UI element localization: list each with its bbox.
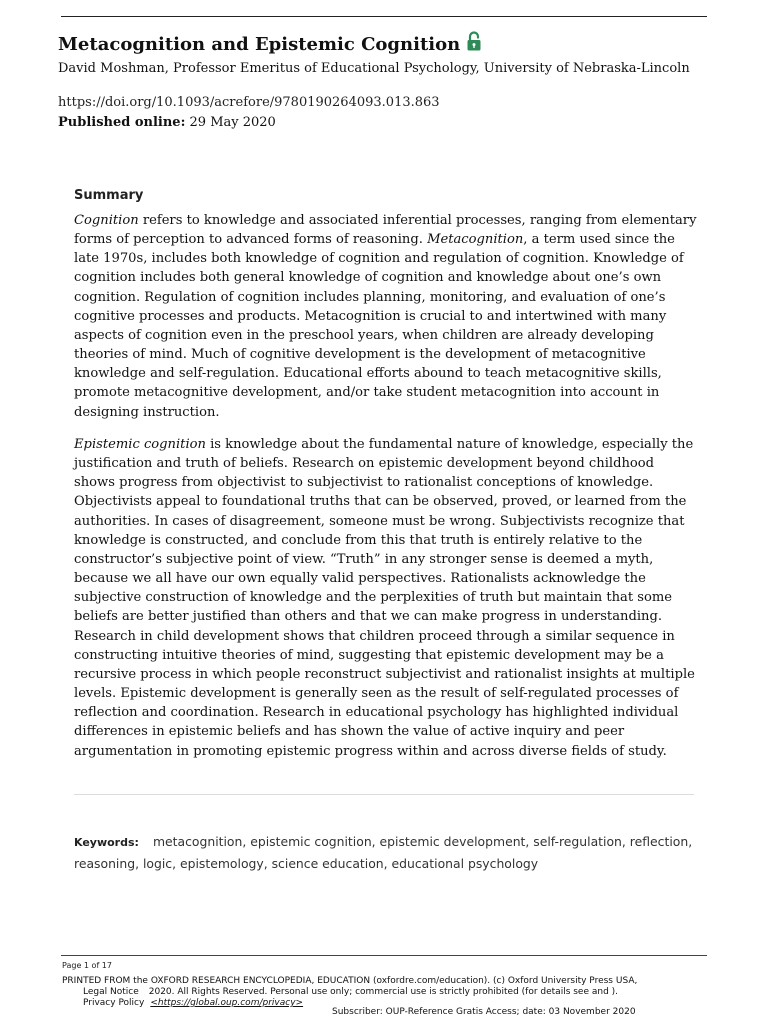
keywords-label: Keywords:	[74, 836, 139, 849]
printed-notice: PRINTED FROM the OXFORD RESEARCH ENCYCLOPEDIA, EDUCATION (oxfordre.com/education). (c) Oxford University Press USA,	[62, 976, 638, 986]
article-title: Metacognition and Epistemic Cognition	[58, 34, 461, 55]
doi-link[interactable]: https://doi.org/10.1093/acrefore/9780190264093.013.863	[58, 95, 440, 110]
summary-p1-text-b: , a term used since the late 1970s, includes both knowledge of cognition and regulation of cognition. Knowledge of cognition includes both general knowledge of cognition and knowledge about one’s own cognition. Regulation of cognition includes planning, monitoring, and evaluation of one’s cognitive processes and products. Metacognition is crucial to and intertwined with many aspects of cognition even in the preschool years, when children are already developing theories of mind. Much of cognitive development is the development of metacognitive knowledge and self-regulation. Educational efforts abound to teach metacognitive skills, promote metacognitive development, and/or take student metacognition into account in designing instruction.	[74, 232, 684, 420]
copyright-text: 2020. All Rights Reserved. Personal use only; commercial use is strictly prohibited (for details see and ).	[148, 987, 619, 997]
privacy-row	[83, 998, 303, 1009]
published-label: Published online:	[58, 115, 186, 130]
subscriber-info: Subscriber: OUP-Reference Gratis Access; date: 03 November 2020	[332, 1007, 636, 1017]
page-number: Page 1 of 17	[62, 961, 112, 970]
author-line: David Moshman, Professor Emeritus of Educational Psychology, University of Nebraska-Lincoln	[58, 61, 690, 76]
published-value: 29 May 2020	[189, 115, 276, 130]
legal-notice-row	[83, 987, 618, 998]
open-lock-icon	[467, 31, 481, 51]
keywords-block	[74, 831, 699, 874]
footer-rule	[61, 955, 707, 956]
summary-paragraph-2	[74, 435, 699, 761]
privacy-policy-label[interactable]: Privacy Policy	[83, 998, 145, 1008]
summary-p2-text: is knowledge about the fundamental nature of knowledge, especially the justification and truth of beliefs. Research on epistemic development beyond childhood shows progress from objectivist to subjectivist to rationalist conceptions of knowledge. Objectivists appeal to foundational truths that can be observed, proved, or learned from the authorities. In cases of disagreement, someone must be wrong. Subjectivists recognize that knowledge is constructed, and conclude from this that truth is entirely relative to the constructor’s subjective point of view. “Truth” in any stronger sense is deemed a myth, because we all have our own equally valid perspectives. Rationalists acknowledge the subjective construction of knowledge and the perplexities of truth but maintain that some beliefs are better justified than others and that we can make progress in understanding. Research in child development shows that children proceed through a similar sequence in constructing intuitive theories of mind, suggesting that epistemic development may be a recursive process in which people reconstruct subjectivist and rationalist insights at multiple levels. Epistemic development is generally seen as the result of self-regulated processes of reflection and coordination. Research in educational psychology has highlighted individual differences in epistemic beliefs and has shown the value of active inquiry and peer argumentation in promoting epistemic progress within and across diverse fields of study.	[74, 437, 695, 759]
article-header	[58, 34, 481, 55]
summary-heading: Summary	[74, 188, 144, 203]
summary-paragraph-1	[74, 211, 699, 422]
term-cognition: Cognition	[74, 213, 139, 228]
term-metacognition: Metacognition	[427, 232, 524, 248]
legal-notice-link[interactable]: Legal Notice	[83, 987, 139, 997]
summary-p1-text-a: refers to knowledge and associated inferential processes, ranging from elementary forms of perception to advanced forms of reasoning.	[74, 213, 697, 248]
top-rule	[61, 16, 707, 17]
privacy-policy-link[interactable]: <https://global.oup.com/privacy>	[150, 998, 304, 1008]
keywords-list: metacognition, epistemic cognition, epistemic development, self-regulation, reflection, reasoning, logic, epistemology, science education, educational psychology	[74, 834, 693, 871]
term-epistemic-cognition: Epistemic cognition	[74, 437, 206, 452]
published-date	[58, 115, 276, 130]
summary-divider	[74, 794, 694, 795]
